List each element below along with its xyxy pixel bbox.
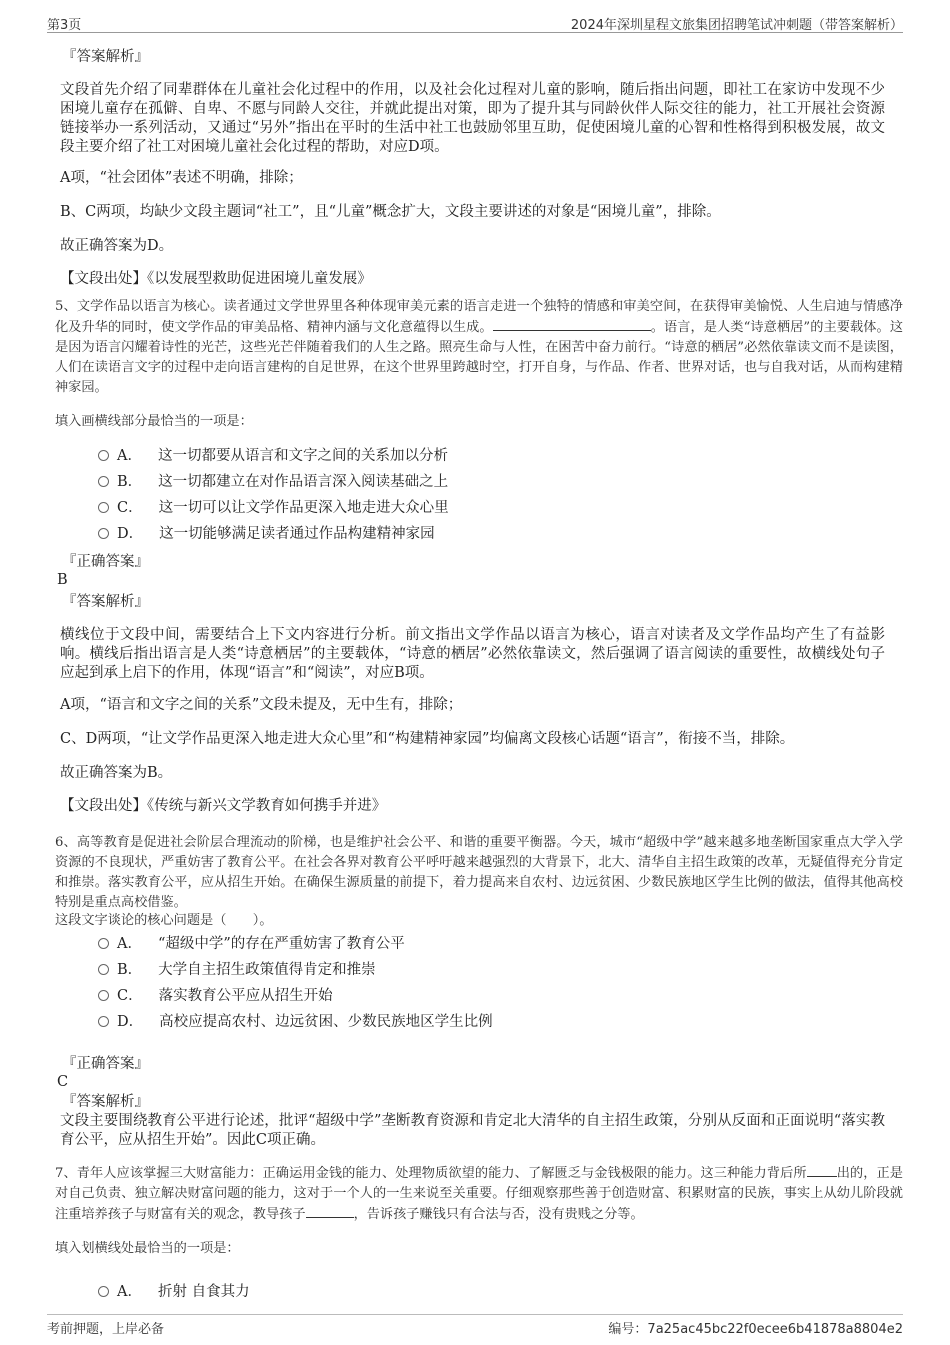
q6-option-a[interactable]: A． “超级中学”的存在严重妨害了教育公平: [98, 935, 405, 953]
radio-icon[interactable]: [98, 990, 109, 1001]
radio-icon[interactable]: [98, 502, 109, 513]
document-title: 2024年深圳星程文旅集团招聘笔试冲刺题（带答案解析）: [570, 18, 903, 33]
q5-option-a-note: A项，“语言和文字之间的关系”文段未提及，无中生有，排除；: [60, 697, 463, 713]
q5-analysis-label: 『答案解析』: [62, 594, 149, 610]
q6-analysis-label: 『答案解析』: [62, 1094, 149, 1110]
q6-answer-label: 『正确答案』: [62, 1056, 149, 1072]
q5-answer: B: [57, 572, 68, 588]
radio-icon[interactable]: [98, 964, 109, 975]
q5-option-cd-note: C、D两项，“让文学作品更深入地走进大众心里”和“构建精神家园”均偏离文段核心话题“语言”，衔接不当，排除。: [60, 731, 795, 747]
radio-icon[interactable]: [98, 450, 109, 461]
q5-option-c[interactable]: C． 这一切可以让文学作品更深入地走进大众心里: [98, 499, 449, 517]
footer-slogan: 考前押题，上岸必备: [47, 1322, 165, 1337]
q5-stem-after: 。语言，是人类“诗意栖居”的主要载体。这是因为语言闪耀着诗性的光芒，这些光芒伴随着我们的人生之路。照亮生命与人性，在困苦中奋力前行。“诗意的栖居”必然依靠读文而不是读图，人们在读语言文字的过程中走向语言建构的自足世界，在这个世界里跨越时空，打开自身，与作品、作者、世界对话，也与自我对话，从而构建精神家园。: [55, 320, 904, 395]
page-number: 第3页: [47, 18, 82, 33]
q4-option-a-note: A项，“社会团体”表述不明确，排除；: [60, 170, 303, 186]
q5-conclusion: 故正确答案为B。: [60, 765, 173, 781]
q7-option-a[interactable]: A． 折射 自食其力: [98, 1283, 250, 1301]
q6-option-c[interactable]: C． 落实教育公平应从招生开始: [98, 987, 333, 1005]
q4-analysis-text: 文段首先介绍了同辈群体在儿童社会化过程中的作用，以及社会化过程对儿童的影响，随后指出问题，即社工在家访中发现不少困境儿童存在孤僻、自卑、不愿与同龄人交往，并就此提出对策，即为了提升其与同龄伙伴人际交往的能力，社工开展社会资源链接举办一系列活动，又通过“另外”指出在平时的生活中社工也鼓励邻里互助，促使困境儿童的心智和性格得到积极发展，故文段主要介绍了社工对困境儿童社会化过程的帮助，对应D项。: [60, 82, 885, 155]
radio-icon[interactable]: [98, 1286, 109, 1297]
q5-stem: [55, 297, 903, 398]
q5-stem-before: 5、文学作品以语言为核心。读者通过文学世界里各种体现审美元素的语言走进一个独特的情感和审美空间，在获得审美愉悦、人生启迪与情感净化及升华的同时，使文学作品的审美品格、精神内涵与文化意蕴得以生成。: [55, 299, 903, 335]
q6-prompt: 这段文字谈论的核心问题是（ ）。: [55, 913, 273, 928]
q5-option-d[interactable]: D． 这一切能够满足读者通过作品构建精神家园: [98, 525, 435, 543]
q5-prompt: 填入画横线部分最恰当的一项是：: [55, 414, 253, 429]
q6-option-d[interactable]: D． 高校应提高农村、边远贫困、少数民族地区学生比例: [98, 1013, 493, 1031]
q5-blank: [493, 317, 651, 331]
q4-source: 【文段出处】《以发展型救助促进困境儿童发展》: [60, 271, 372, 287]
q6-answer: C: [57, 1074, 69, 1090]
q7-blank-2: [306, 1204, 354, 1218]
q5-option-b[interactable]: B． 这一切都建立在对作品语言深入阅读基础之上: [98, 473, 448, 491]
page-footer: [47, 1314, 903, 1337]
q7-stem: 7、青年人应该掌握三大财富能力：正确运用金钱的能力、处理物质欲望的能力、了解匮乏与金钱极限的能力。这三种能力背后所 出的，正是对自己负责、独立解决财富问题的能力，这对于一个人的一生来说至关重要。仔细观察那些善于创造财富、积累财富的民族，事实上从幼儿阶段就注重培养孩子与财富有关的观念，教导孩子 ，告诉孩子赚钱只有合法与否，没有贵贱之分等。: [55, 1163, 903, 1225]
q4-option-bc-note: B、C两项，均缺少文段主题词“社工”，且“儿童”概念扩大，文段主要讲述的对象是“困境儿童”，排除。: [60, 204, 721, 220]
q7-blank-1: [807, 1163, 837, 1177]
radio-icon[interactable]: [98, 938, 109, 949]
q7-prompt: 填入划横线处最恰当的一项是：: [55, 1241, 240, 1256]
q4-analysis-label: 『答案解析』: [62, 49, 149, 65]
q6-stem: 6、高等教育是促进社会阶层合理流动的阶梯，也是维护社会公平、和谐的重要平衡器。今天，城市“超级中学”越来越多地垄断国家重点大学入学资源的不良现状，严重妨害了教育公平。在社会各界对教育公平呼吁越来越强烈的大背景下，北大、清华自主招生政策的改革，无疑值得充分肯定和推崇。落实教育公平，应从招生开始。在确保生源质量的前提下，着力提高来自农村、边远贫困、少数民族地区学生比例的做法，值得其他高校特别是重点高校借鉴。: [55, 835, 903, 910]
q4-conclusion: 故正确答案为D。: [60, 238, 174, 254]
radio-icon[interactable]: [98, 1016, 109, 1027]
q5-option-a[interactable]: A． 这一切都要从语言和文字之间的关系加以分析: [98, 447, 448, 465]
q5-analysis-text: 横线位于文段中间，需要结合上下文内容进行分析。前文指出文学作品以语言为核心，语言对读者及文学作品均产生了有益影响。横线后指出语言是人类“诗意栖居”的主要载体，“诗意的栖居”必然依靠读文，然后强调了语言阅读的重要性，故横线处句子应起到承上启下的作用，体现“语言”和“阅读”，对应B项。: [60, 627, 885, 681]
q6-option-b[interactable]: B． 大学自主招生政策值得肯定和推崇: [98, 961, 376, 979]
q5-source: 【文段出处】《传统与新兴文学教育如何携手并进》: [60, 798, 387, 814]
q5-answer-label: 『正确答案』: [62, 554, 149, 570]
page-header: [47, 12, 903, 33]
radio-icon[interactable]: [98, 528, 109, 539]
radio-icon[interactable]: [98, 476, 109, 487]
document-id: 编号：7a25ac45bc22f0ecee6b41878a8804e2: [608, 1322, 903, 1337]
q6-analysis-text: 文段主要围绕教育公平进行论述，批评“超级中学”垄断教育资源和肯定北大清华的自主招生政策，分别从反面和正面说明“落实教育公平，应从招生开始”。因此C项正确。: [60, 1113, 885, 1148]
